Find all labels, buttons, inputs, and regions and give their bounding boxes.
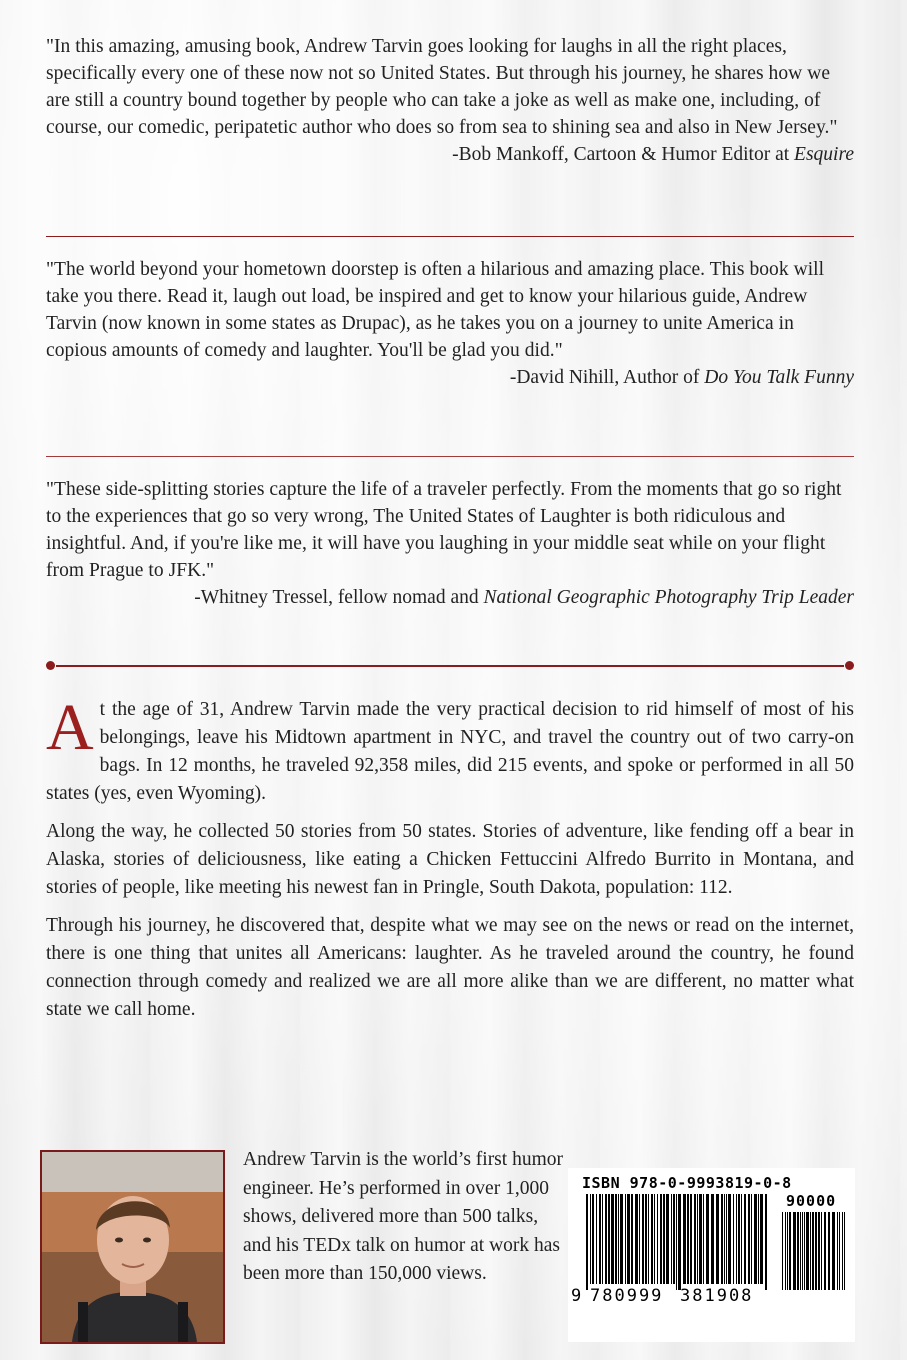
barcode-addon-bar <box>824 1212 826 1290</box>
barcode-addon-bar <box>797 1212 799 1290</box>
barcode-bar <box>611 1194 614 1284</box>
author-bio: Andrew Tarvin is the world’s first humor engineer. He’s performed in over 1,000 shows, delivered more than 500 talks, and his TEDx talk on humor at work has been more than 150,000 views. <box>243 1149 563 1284</box>
barcode-bar <box>648 1194 649 1284</box>
barcode-addon-bar <box>821 1212 822 1290</box>
endorsement-attribution: -Whitney Tressel, fellow nomad and National Geographic Photography Trip Leader <box>194 587 854 608</box>
barcode-bar <box>635 1194 638 1284</box>
barcode-addon-bar <box>800 1212 801 1290</box>
barcode-bar <box>738 1194 740 1284</box>
barcode-bar <box>608 1194 610 1284</box>
barcode-bar <box>690 1194 692 1284</box>
endorsement-attribution: -David Nihill, Author of Do You Talk Funny <box>509 367 854 388</box>
ornamental-divider <box>46 660 854 672</box>
barcode-bar <box>625 1194 626 1284</box>
endorsement-attribution: -Bob Mankoff, Cartoon & Humor Editor at Esquire <box>452 144 854 165</box>
barcode-bar <box>596 1194 597 1284</box>
barcode-addon-bar <box>787 1212 788 1290</box>
price-code: 90000 <box>786 1192 837 1210</box>
barcode-addon-bar <box>842 1212 843 1290</box>
barcode-addon-bar <box>782 1212 783 1290</box>
barcode-bar <box>678 1194 681 1290</box>
endorsement-1 <box>46 33 854 168</box>
barcode-bar <box>724 1194 725 1284</box>
barcode-bar <box>618 1194 619 1284</box>
author-portrait-icon <box>42 1152 223 1342</box>
barcode-bar <box>657 1194 658 1284</box>
isbn-barcode <box>568 1168 855 1342</box>
barcode-bar <box>744 1194 746 1284</box>
barcode-addon-bar <box>789 1212 791 1290</box>
barcode-bar <box>651 1194 653 1284</box>
barcode-bar <box>663 1194 665 1284</box>
barcode-bar <box>741 1194 742 1284</box>
barcode-bar <box>751 1194 752 1284</box>
drop-cap: A <box>46 691 94 764</box>
barcode-addon-bar <box>793 1212 796 1290</box>
barcode-bar <box>703 1194 704 1284</box>
description-paragraph-2: Along the way, he collected 50 stories from 50 states. Stories of adventure, like fending off a bear in Alaska, stories of deliciousness, like eating a Chicken Fettuccini Alfredo Burrito in Montana, and stories of people, like meeting his newest fan in Pringle, South Dakota, population: 112. <box>46 821 854 898</box>
barcode-addon-bar <box>815 1212 817 1290</box>
divider-rule <box>46 236 854 237</box>
barcode-bar <box>654 1194 655 1284</box>
barcode-bar <box>602 1194 603 1284</box>
barcode-bar <box>748 1194 750 1284</box>
barcode-bar <box>605 1194 607 1284</box>
endorsement-text: "These side-splitting stories capture the life of a traveler perfectly. From the moments that go so right to the experiences that go so very wrong, The United States of Laughter is both ridiculous and insightful. And, if you're like me, it will have you laughing in your middle seat while on your flight from Prague to JFK." <box>46 479 842 581</box>
barcode-bar <box>639 1194 640 1284</box>
endorsement-text: "In this amazing, amusing book, Andrew Tarvin goes looking for laughs in all the right places, specifically every one of these now not so United States. But through his journey, he shares how we are still a country bound together by people who can take a joke as well as make one, including, of course, our comedic, peripatetic author who does so from sea to shining sea and also in New Jersey." <box>46 36 838 138</box>
barcode-addon-bar <box>812 1212 814 1290</box>
barcode-bar <box>673 1194 675 1284</box>
barcode-bar <box>758 1194 759 1284</box>
description-paragraph-3: Through his journey, he discovered that, despite what we may see on the news or read on the internet, there is one thing that unites all Americans: laughter. As he traveled around the country, he found connection through comedy and realized we are all more alike than we are different, no matter what state we call home. <box>46 915 854 1020</box>
barcode-bar <box>592 1194 594 1284</box>
barcode-bar <box>627 1194 630 1284</box>
barcode-bar <box>728 1194 731 1284</box>
barcode-bar <box>726 1194 727 1284</box>
endorsement-3 <box>46 476 854 611</box>
barcode-bar <box>671 1194 672 1284</box>
barcode-bar <box>694 1194 696 1284</box>
barcode-digits-right: 381908 <box>680 1286 754 1306</box>
barcode-bar <box>736 1194 737 1284</box>
barcode-bar <box>697 1194 698 1284</box>
barcode-bar <box>760 1194 763 1284</box>
barcode-bar <box>765 1194 767 1290</box>
barcode-bar <box>666 1194 669 1284</box>
barcode-bar <box>721 1194 723 1284</box>
divider-rule <box>46 456 854 457</box>
barcode-bar <box>716 1194 719 1284</box>
barcode-bar <box>683 1194 686 1284</box>
barcode-bar <box>687 1194 689 1284</box>
barcode-addon-bar <box>818 1212 820 1290</box>
barcode-bar <box>631 1194 633 1284</box>
isbn-label: ISBN 978-0-9993819-0-8 <box>582 1174 792 1192</box>
barcode-bar <box>706 1194 709 1284</box>
barcode-digit-lead: 9 <box>571 1286 582 1306</box>
book-description <box>46 691 854 1024</box>
barcode-bar <box>699 1194 702 1284</box>
barcode-bar <box>733 1194 734 1284</box>
barcode-addon-bar <box>806 1212 809 1290</box>
barcode-addon-bar <box>828 1212 830 1290</box>
barcode-bar <box>754 1194 757 1284</box>
barcode-bar <box>590 1194 591 1284</box>
barcode-addon-bar <box>810 1212 811 1290</box>
barcode-addon-bar <box>802 1212 803 1290</box>
endorsement-text: "The world beyond your hometown doorstep is often a hilarious and amazing place. This book will take you there. Read it, laugh out load, be inspired and get to know your hilarious guide, Andrew Tarvin (now known in some states as Drupac), as he takes you on a journey to unite America in copious amounts of comedy and laughter. You'll be glad you did." <box>46 259 825 361</box>
barcode-bar <box>660 1194 662 1284</box>
barcode-addon-bar <box>832 1212 835 1290</box>
barcode-addon-bar <box>839 1212 840 1290</box>
barcode-addon-bar <box>804 1212 805 1290</box>
barcode-bar <box>615 1194 617 1284</box>
barcode-bar <box>711 1194 714 1284</box>
barcode-addon-bar <box>844 1212 845 1290</box>
author-photo <box>40 1150 225 1344</box>
barcode-bar <box>645 1194 647 1284</box>
barcode-bar <box>642 1194 644 1284</box>
barcode-digits-left: 780999 <box>590 1286 664 1306</box>
barcode-bar <box>620 1194 623 1284</box>
endorsement-2 <box>46 256 854 391</box>
barcode-bar <box>676 1194 677 1290</box>
barcode-addon-bar <box>785 1212 786 1290</box>
description-paragraph-1: At the age of 31, Andrew Tarvin made the very practical decision to rid himself of most of his belongings, leave his Midtown apartment in NYC, and travel the country out of two carry-on bags. In 12 months, he traveled 92,358 miles, did 215 events, and spoke or performed in all 50 states (yes, even Wyoming). <box>46 691 854 804</box>
barcode-bar <box>599 1194 601 1284</box>
barcode-addon-bar <box>837 1212 838 1290</box>
barcode-bar <box>586 1194 588 1290</box>
barcode-bars-icon <box>568 1168 855 1342</box>
